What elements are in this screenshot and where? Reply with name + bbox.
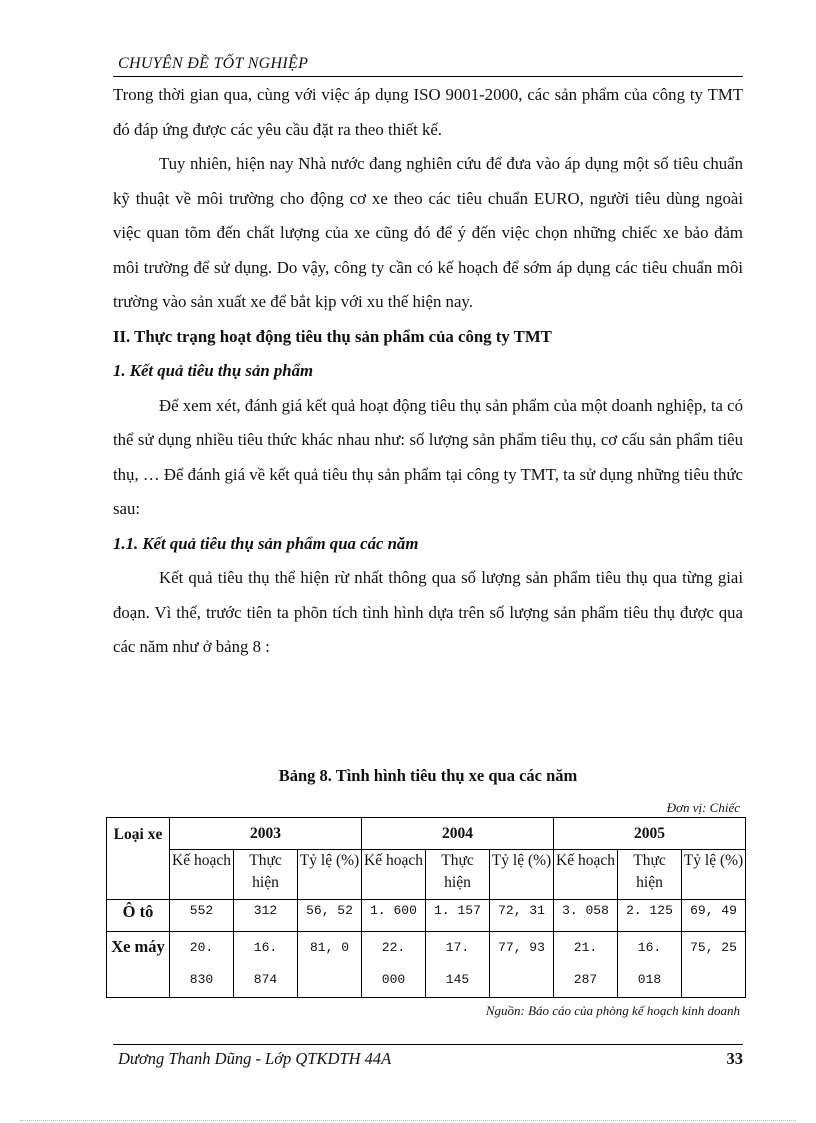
- subheader-plan: Kế hoạch: [554, 850, 618, 900]
- subheader-ratio: Tỷ lệ (%): [490, 850, 554, 900]
- table-row: [107, 900, 746, 932]
- page-header: [113, 52, 743, 77]
- paragraph-4: Kết quả tiêu thụ thể hiện rừ nhất thông qua số lượng sản phẩm tiêu thụ qua từng giai đoạn. Vì thế, trước tiên ta phõn tích tình hình dựa trên số lượng sản phẩm tiêu thụ được qua các năm như ở bảng 8 :: [113, 568, 743, 656]
- cell: 56, 52: [298, 900, 362, 932]
- paragraph-2: Tuy nhiên, hiện nay Nhà nước đang nghiên cứu để đưa vào áp dụng một số tiêu chuẩn kỹ thuật về môi trường cho động cơ xe theo các tiêu chuẩn EURO, người tiêu dùng ngoài việc quan tõm đến chất lượng của xe cũng đó để ý đến việc chọn những chiếc xe bảo đảm môi trường để sử dụng. Do vậy, công ty cần có kế hoạch để sớm áp dụng các tiêu chuẩn môi trường vào sản xuất xe để bắt kịp với xu thế hiện nay.: [113, 154, 743, 311]
- header-year-2005: 2005: [554, 818, 746, 850]
- footer-author: Dương Thanh Dũng - Lớp QTKDTH 44A: [118, 1049, 392, 1068]
- cell: 16. 018: [618, 932, 682, 998]
- cell: 2. 125: [618, 900, 682, 932]
- section-heading: II. Thực trạng hoạt động tiêu thụ sản phẩm của công ty TMT: [113, 326, 552, 346]
- table-source: Nguồn: Báo cáo của phòng kế hoạch kinh doanh: [485, 1003, 740, 1018]
- cell: 77, 93: [490, 932, 554, 998]
- subheader-actual: Thực hiện: [426, 850, 490, 900]
- cell: 1. 157: [426, 900, 490, 932]
- cell: 75, 25: [682, 932, 746, 998]
- cell: 21. 287: [554, 932, 618, 998]
- cell: 20. 830: [170, 932, 234, 998]
- page-footer: [113, 1044, 743, 1075]
- header-type: [107, 818, 170, 900]
- cell: 312: [234, 900, 298, 932]
- subheader-plan: Kế hoạch: [170, 850, 234, 900]
- cell: 17. 145: [426, 932, 490, 998]
- cell: 1. 600: [362, 900, 426, 932]
- cell: 69, 49: [682, 900, 746, 932]
- body-text: [113, 78, 743, 665]
- cell: 22. 000: [362, 932, 426, 998]
- subsection-heading: 1. Kết quả tiêu thụ sản phẩm: [113, 361, 314, 380]
- header-type-label: Loại xe: [113, 826, 163, 843]
- cell: 72, 31: [490, 900, 554, 932]
- header-year-2003: 2003: [170, 818, 362, 850]
- subheader-actual: Thực hiện: [618, 850, 682, 900]
- cell: 552: [170, 900, 234, 932]
- row-type: Xe máy: [107, 932, 170, 998]
- row-type: Ô tô: [107, 900, 170, 932]
- sales-table: [106, 817, 746, 998]
- table-title: Bảng 8. Tình hình tiêu thụ xe qua các năm: [278, 766, 578, 785]
- cell: 3. 058: [554, 900, 618, 932]
- header-year-2004: 2004: [362, 818, 554, 850]
- cell: 81, 0: [298, 932, 362, 998]
- subheader-actual: Thực hiện: [234, 850, 298, 900]
- table-unit: Đơn vị: Chiếc: [666, 800, 740, 815]
- page-edge-divider: [20, 1120, 796, 1121]
- subheader-ratio: Tỷ lệ (%): [682, 850, 746, 900]
- paragraph-3: Để xem xét, đánh giá kết quả hoạt động tiêu thụ sản phẩm của một doanh nghiệp, ta có thể sử dụng nhiều tiêu thức khác nhau như: số lượng sản phẩm tiêu thụ, cơ cấu sản phẩm tiêu thụ, … Để đánh giá về kết quả tiêu thụ sản phẩm tại công ty TMT, ta sử dụng những tiêu thức sau:: [113, 395, 743, 518]
- subsubsection-heading: 1.1. Kết quả tiêu thụ sản phẩm qua các năm: [113, 533, 419, 553]
- subheader-plan: Kế hoạch: [362, 850, 426, 900]
- paragraph-1: Trong thời gian qua, cùng với việc áp dụng ISO 9001-2000, các sản phẩm của công ty TMT đó đáp ứng được các yêu cầu đặt ra theo thiết kế.: [113, 85, 743, 139]
- table-row: [107, 932, 746, 998]
- cell: 16. 874: [234, 932, 298, 998]
- subheader-ratio: Tỷ lệ (%): [298, 850, 362, 900]
- page-number: 33: [726, 1049, 743, 1068]
- header-title: CHUYÊN ĐỀ TỐT NGHIỆP: [118, 55, 309, 72]
